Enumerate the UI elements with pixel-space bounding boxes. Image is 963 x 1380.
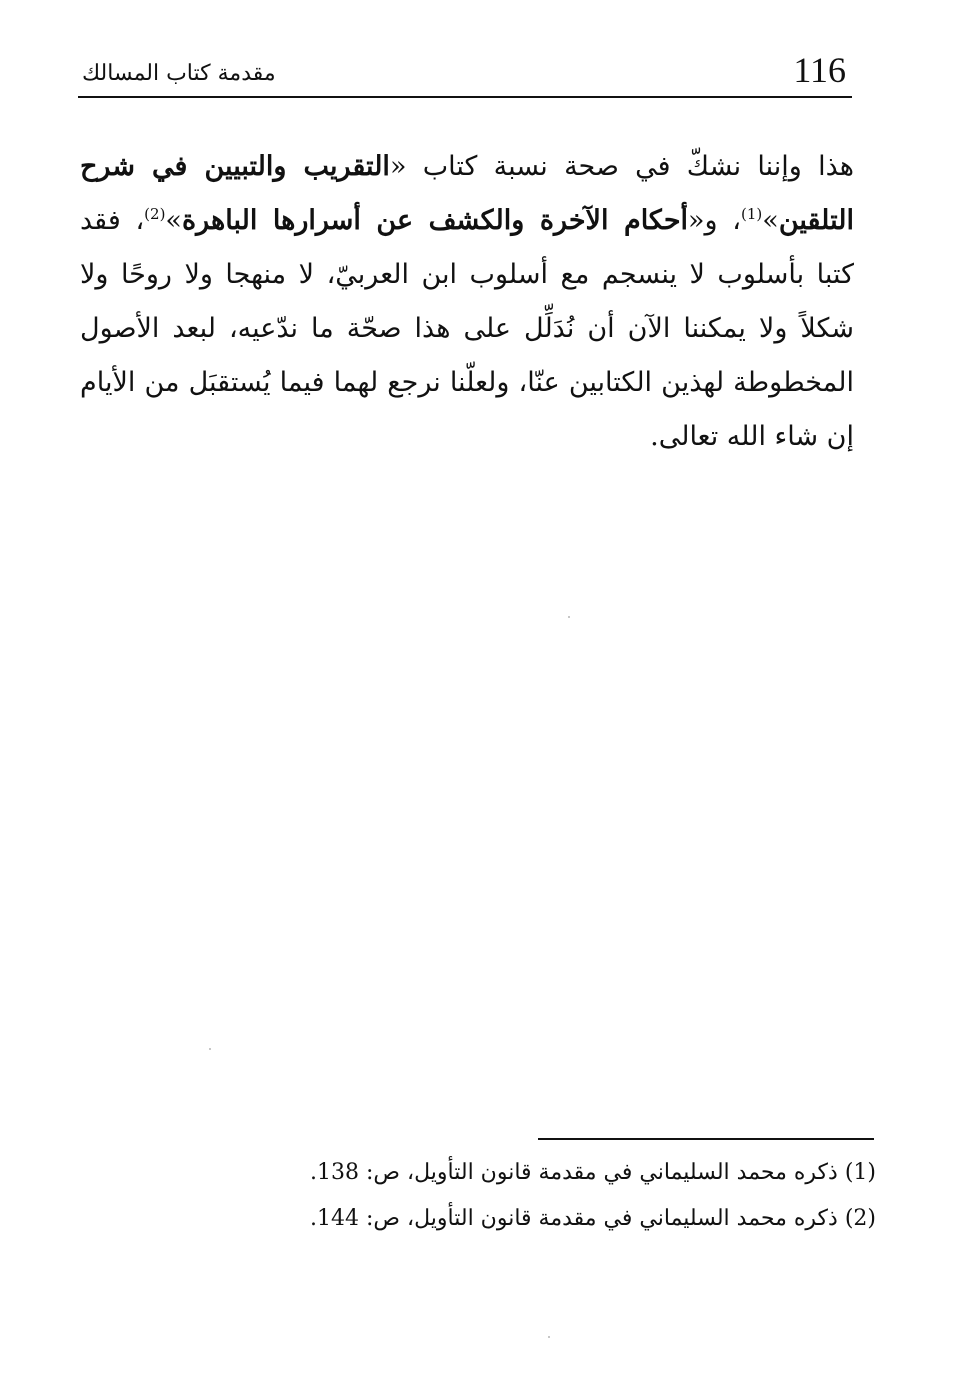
running-title: مقدمة كتاب المسالك — [82, 61, 276, 86]
text-run: » — [762, 205, 779, 236]
footnote-separator — [538, 1138, 874, 1140]
scan-speck — [209, 1048, 211, 1050]
text-run: » — [165, 205, 182, 236]
scan-speck — [548, 1336, 550, 1338]
body-paragraph — [80, 140, 854, 464]
footnote-1: (1) ذكره محمد السليماني في مقدمة قانون التأويل، ص: 138. — [310, 1160, 876, 1185]
footnote-2: (2) ذكره محمد السليماني في مقدمة قانون التأويل، ص: 144. — [310, 1206, 876, 1231]
footnotes — [200, 1150, 876, 1242]
footnote-ref-2: (2) — [144, 205, 166, 223]
book-title-taqrib: التقريب والتبيين في شرح التلقين — [80, 151, 854, 236]
text-run: ، و« — [688, 205, 742, 236]
footnote-ref-1: (1) — [741, 205, 763, 223]
page-number: 116 — [793, 50, 846, 90]
running-header — [78, 48, 852, 98]
book-title-ahkam: أحكام الآخرة والكشف عن أسرارها الباهرة — [181, 205, 689, 236]
scan-speck — [568, 616, 570, 618]
text-run: ، فقد كتبا بأسلوب لا ينسجم مع أسلوب ابن العربيّ، لا منهجا ولا روحًا ولا شكلاً ولا يمكننا الآن أن نُدَلِّل على هذا صحّة ما ندّعيه، لبعد الأصول المخطوطة لهذين الكتابين عنّا، ولعلّنا نرجع لهما فيما يُستقبَل من الأيام إن شاء الله تعالى. — [80, 205, 854, 452]
text-run: هذا وإننا نشكّ في صحة نسبة كتاب « — [389, 151, 855, 182]
